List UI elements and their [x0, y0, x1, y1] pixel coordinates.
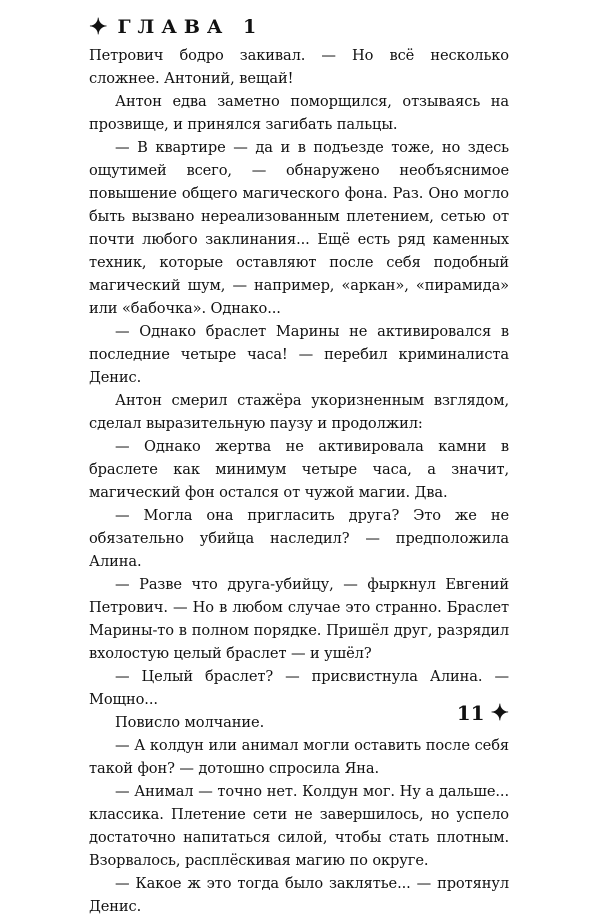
paragraph: Антон едва заметно поморщился, отзываясь на прозвище, и принялся загибать пальцы.	[89, 93, 509, 133]
paragraph: — Разве что друга-убийцу, — фыркнул Евгений Петрович. — Но в любом случае это странно. Браслет Марины-то в полном порядке. Пришёл друг, разрядил вхолостую целый браслет — и ушёл?	[89, 576, 509, 662]
paragraph: — А колдун или анимал могли оставить после себя такой фон? — дотошно спросила Яна.	[89, 737, 509, 777]
paragraph: — Анимал — точно нет. Колдун мог. Ну а дальше... классика. Плетение сети не завершилось, но успело достаточно напитаться силой, чтобы стать плотным. Взорвалось, расплёскивая магию по округе.	[89, 783, 509, 869]
chapter-title: ГЛАВА 1	[117, 16, 264, 38]
paragraph: — Однако жертва не активировала камни в браслете как минимум четыре часа, а значит, магический фон остался от чужой магии. Два.	[89, 438, 509, 501]
running-header	[89, 14, 263, 40]
page-number-footer	[457, 700, 509, 726]
paragraph-continuation: Петрович бодро закивал. — Но всё несколько сложнее. Антоний, вещай!	[89, 47, 509, 87]
star-ornament-icon: ✦	[89, 14, 108, 40]
paragraph: — В квартире — да и в подъезде тоже, но здесь ощутимей всего, — обнаружено необъяснимое повышение общего магического фона. Раз. Оно могло быть вызвано нереализованным плетением, сетью от почти любого заклинания... Ещё есть ряд каменных техник, которые оставляют после себя подобный магический шум, — например, «аркан», «пирамида» или «бабочка». Однако...	[89, 139, 509, 317]
page-number: 11	[456, 701, 485, 725]
paragraph: — Могла она пригласить друга? Это же не обязательно убийца наследил? — предположила Алина.	[89, 507, 509, 570]
body-text	[89, 44, 509, 918]
paragraph: — Однако браслет Марины не активировался в последние четыре часа! — перебил криминалиста Денис.	[89, 323, 509, 386]
paragraph: Повисло молчание.	[115, 714, 265, 731]
paragraph: — Какое ж это тогда было заклятье... — протянул Денис.	[89, 875, 509, 915]
paragraph: — Целый браслет? — присвистнула Алина. — Мощно...	[89, 668, 509, 708]
paragraph: Антон смерил стажёра укоризненным взглядом, сделал выразительную паузу и продолжил:	[89, 392, 509, 432]
star-ornament-icon: ✦	[490, 700, 509, 726]
